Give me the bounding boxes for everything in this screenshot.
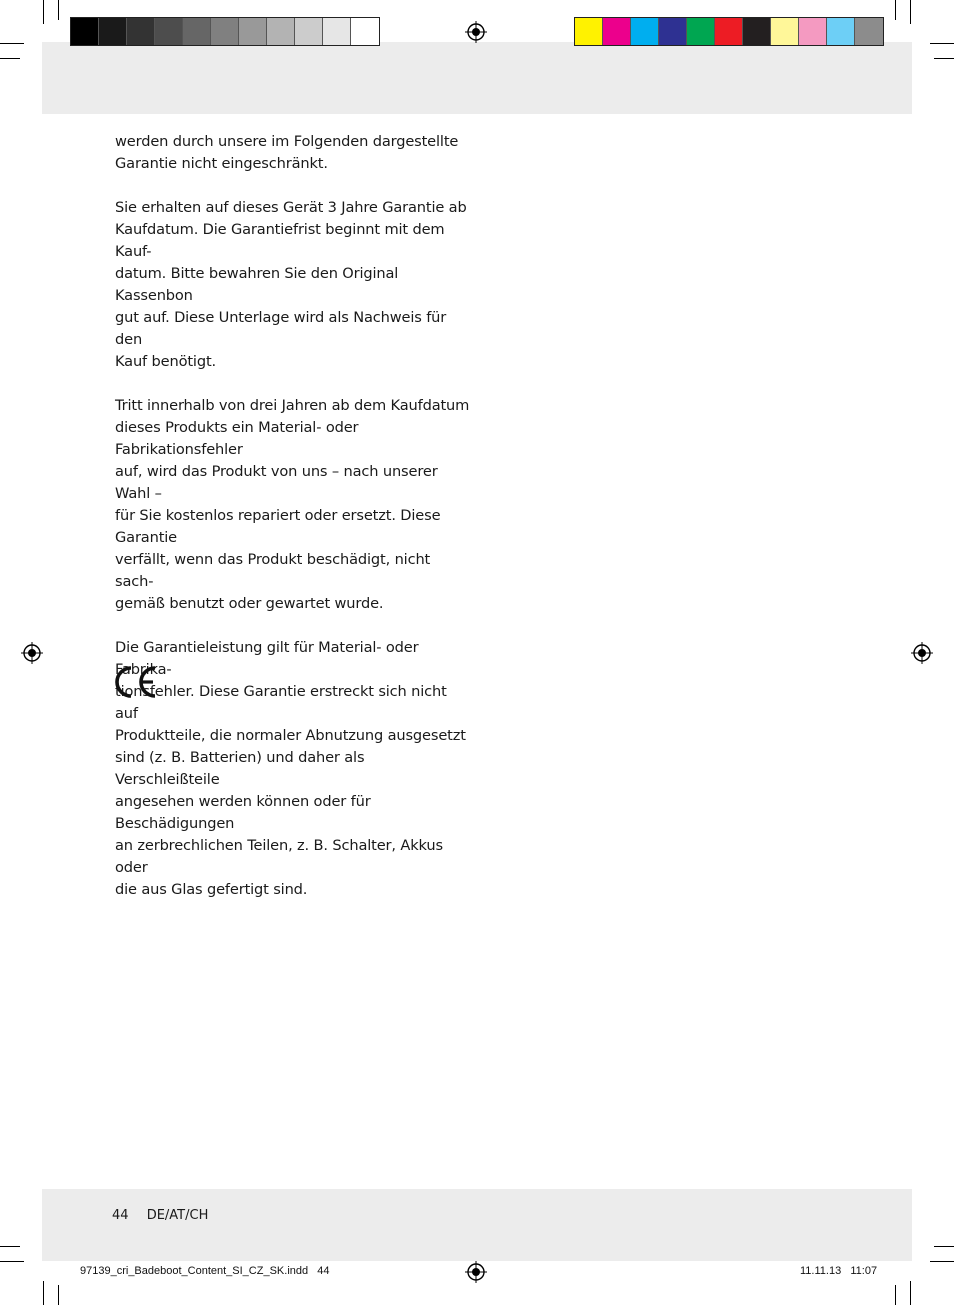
color-swatch: [603, 18, 631, 45]
color-swatch: [771, 18, 799, 45]
ce-mark-icon: [113, 664, 159, 700]
color-control-bar: [574, 17, 884, 46]
header-band: [42, 42, 912, 114]
footer-band: [42, 1189, 912, 1261]
color-swatch: [351, 18, 379, 45]
color-swatch: [71, 18, 99, 45]
paragraph: werden durch unsere im Folgenden dargestellte Garantie nicht eingeschränkt.: [115, 133, 459, 172]
grayscale-control-bar: [70, 17, 380, 46]
color-swatch: [127, 18, 155, 45]
page-number: 44: [112, 1208, 129, 1223]
color-swatch: [323, 18, 351, 45]
color-swatch: [715, 18, 743, 45]
color-swatch: [239, 18, 267, 45]
color-swatch: [267, 18, 295, 45]
color-swatch: [183, 18, 211, 45]
color-swatch: [659, 18, 687, 45]
region-label: DE/AT/CH: [146, 1208, 209, 1223]
color-swatch: [99, 18, 127, 45]
color-swatch: [155, 18, 183, 45]
color-swatch: [855, 18, 883, 45]
paragraph: Tritt innerhalb von drei Jahren ab dem Kaufdatum dieses Produkts ein Material- oder Fabrikationsfehler auf, wird das Produkt von uns – nach unserer Wahl – für Sie kostenlos repariert oder ersetzt. Diese Garantie verfällt, wenn das Produkt beschädigt, nicht sach- gemäß benutzt oder gewartet wurde.: [115, 397, 470, 612]
slug-datetime: 11.11.13 11:07: [800, 1265, 878, 1277]
color-swatch: [743, 18, 771, 45]
color-swatch: [687, 18, 715, 45]
warranty-text-column: [115, 131, 471, 923]
registration-mark-icon: [465, 21, 487, 43]
paragraph: Die Garantieleistung gilt für Material- oder Fabrika- tionsfehler. Diese Garantie erstreckt sich nicht auf Produktteile, die normaler Abnutzung ausgesetzt sind (z. B. Batterien) und daher als Verschleißteile angesehen werden können oder für Beschädigungen an zerbrechlichen Teilen, z. B. Schalter, Akkus oder die aus Glas gefertigt sind.: [115, 639, 466, 898]
color-swatch: [295, 18, 323, 45]
color-swatch: [211, 18, 239, 45]
page-footer: [112, 1208, 208, 1224]
color-swatch: [631, 18, 659, 45]
registration-mark-icon: [911, 642, 933, 664]
color-swatch: [799, 18, 827, 45]
registration-mark-icon: [465, 1261, 487, 1283]
slug-filename: 97139_cri_Badeboot_Content_SI_CZ_SK.indd 44: [80, 1265, 330, 1277]
color-swatch: [827, 18, 855, 45]
paragraph: Sie erhalten auf dieses Gerät 3 Jahre Garantie ab Kaufdatum. Die Garantiefrist beginnt mit dem Kauf- datum. Bitte bewahren Sie den Original Kassenbon gut auf. Diese Unterlage wird als Nachweis für den Kauf benötigt.: [115, 199, 467, 370]
color-swatch: [575, 18, 603, 45]
registration-mark-icon: [21, 642, 43, 664]
